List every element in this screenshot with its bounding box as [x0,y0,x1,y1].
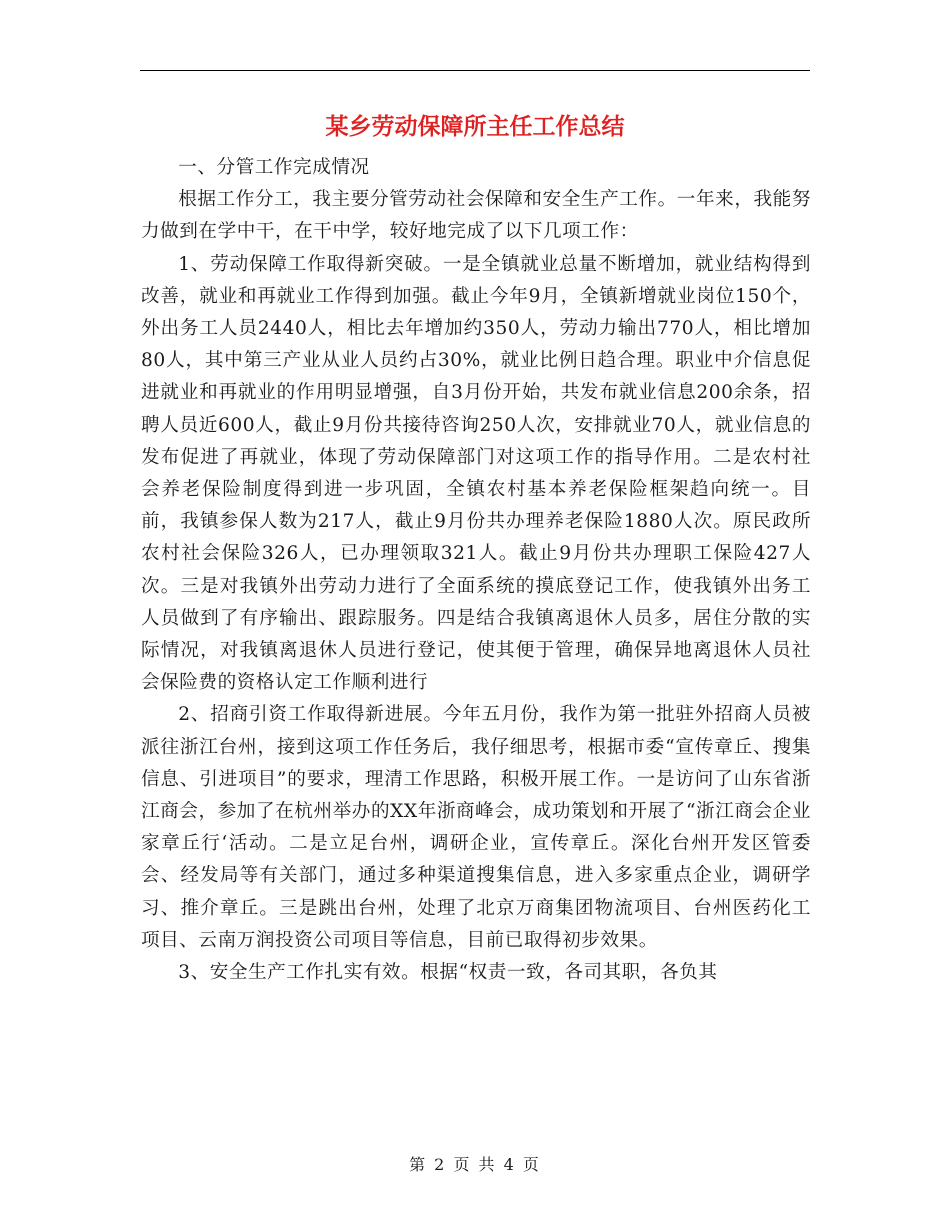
document-title: 某乡劳动保障所主任工作总结 [325,114,625,140]
paragraph: 根据工作分工，我主要分管劳动社会保障和安全生产工作。一年来，我能努力做到在学中干，在干中学，较好地完成了以下几项工作： [141,189,811,243]
header-rule [140,70,810,71]
document-body [141,152,811,989]
section-heading: 一、分管工作完成情况 [178,157,370,178]
page-number: 第 2 页 共 4 页 [409,1155,541,1174]
paragraph: 2、招商引资工作取得新进展。今年五月份，我作为第一批驻外招商人员被派往浙江台州，接到这项工作任务后，我仔细思考，根据市委“宣传章丘、搜集信息、引进项目”的要求，理清工作思路，积极开展工作。一是访问了山东省浙江商会，参加了在杭州举办的XX年浙商峰会，成功策划和开展了“浙江商会企业家章丘行‘活动。二是立足台州，调研企业，宣传章丘。深化台州开发区管委会、经发局等有关部门，通过多种渠道搜集信息，进入多家重点企业，调研学习、推介章丘。三是跳出台州，处理了北京万商集团物流项目、台州医药化工项目、云南万润投资公司项目等信息，目前已取得初步效果。 [141,704,811,951]
paragraph: 1、劳动保障工作取得新突破。一是全镇就业总量不断增加，就业结构得到改善，就业和再就业工作得到加强。截止今年9月，全镇新增就业岗位150个，外出务工人员2440人，相比去年增加约350人，劳动力输出770人，相比增加80人，其中第三产业从业人员约占30%，就业比例日趋合理。职业中介信息促进就业和再就业的作用明显增强，自3月份开始，共发布就业信息200余条，招聘人员近600人，截止9月份共接待咨询250人次，安排就业70人，就业信息的发布促进了再就业，体现了劳动保障部门对这项工作的指导作用。二是农村社会养老保险制度得到进一步巩固，全镇农村基本养老保险框架趋向统一。目前，我镇参保人数为217人，截止9月份共办理养老保险1880人次。原民政所农村社会保险326人，已办理领取321人。截止9月份共办理职工保险427人次。三是对我镇外出劳动力进行了全面系统的摸底登记工作，使我镇外出务工人员做到了有序输出、跟踪服务。四是结合我镇离退休人员多，居住分散的实际情况，对我镇离退休人员进行登记，使其便于管理，确保异地离退休人员社会保险费的资格认定工作顺利进行 [141,253,811,694]
paragraph: 3、安全生产工作扎实有效。根据“权责一致，各司其职，各负其 [178,962,718,984]
